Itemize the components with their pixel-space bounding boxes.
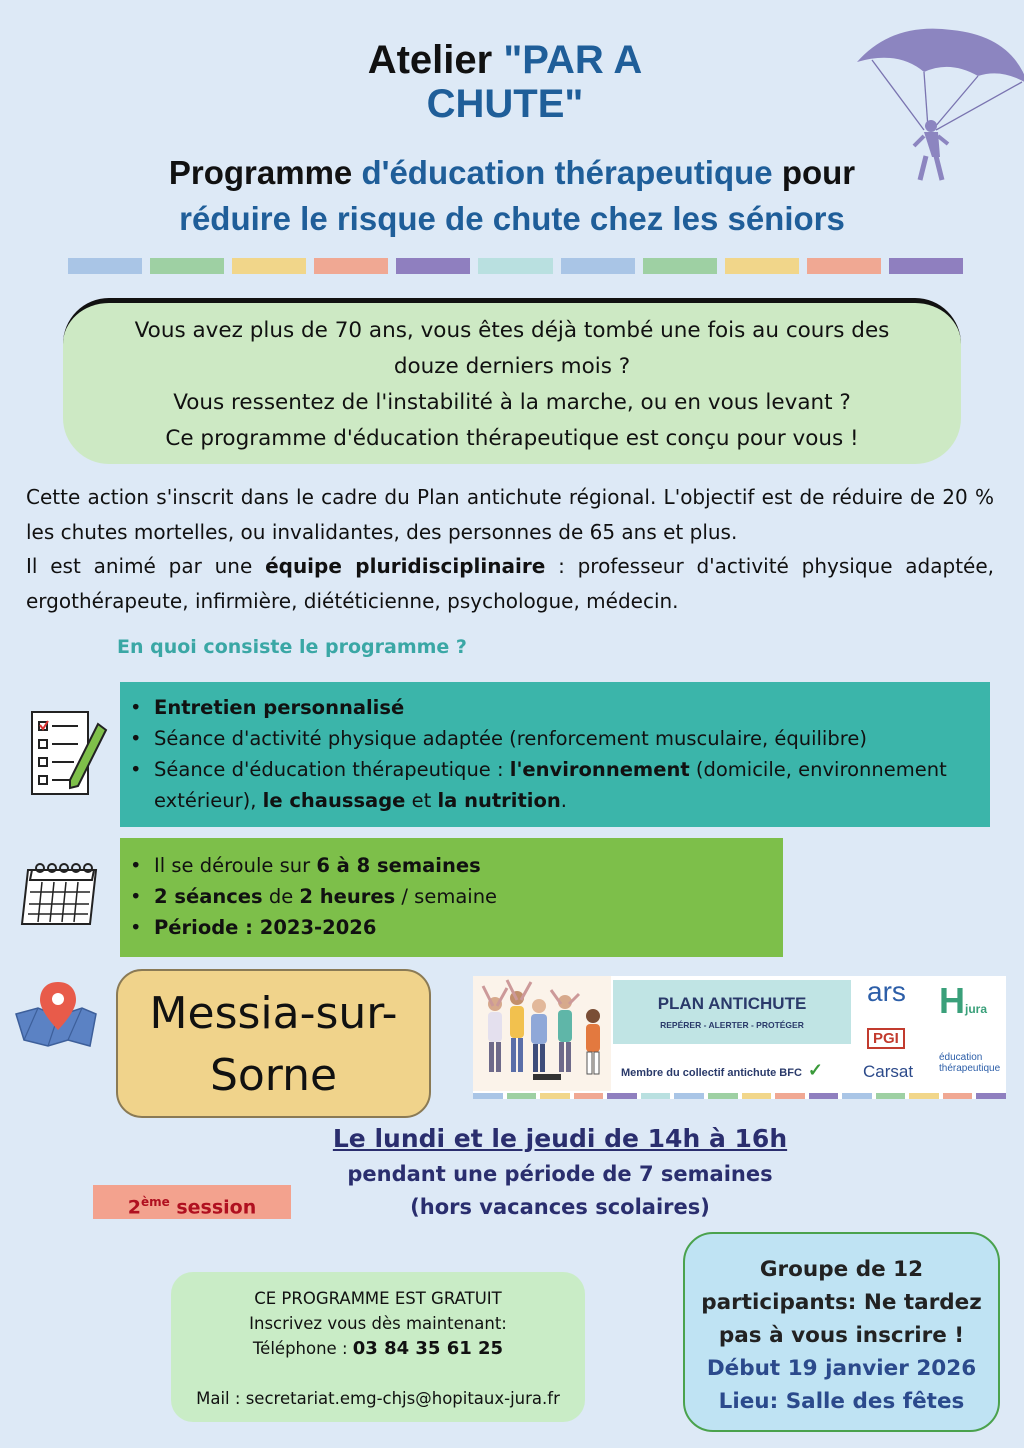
mail-address[interactable]: secretariat.emg-chjs@hopitaux-jura.fr	[245, 1389, 560, 1408]
group-line-1: Groupe de 12	[759, 1257, 924, 1282]
duration-item-3	[154, 912, 769, 943]
color-stripe	[889, 258, 963, 274]
logo-color-stripe	[607, 1093, 637, 1099]
logo-color-stripe	[909, 1093, 939, 1099]
contact-mail-line	[171, 1386, 585, 1411]
group-line-2: participants: Ne tardez	[701, 1290, 982, 1315]
main-title	[0, 38, 1010, 126]
group-line-3: pas à vous inscrire !	[718, 1323, 965, 1348]
description-text-2	[26, 549, 994, 618]
schedule-line-3: (hors vacances scolaires)	[410, 1195, 710, 1219]
duration-item-3-text: Période : 2023-2026	[154, 916, 377, 939]
description-paragraph	[26, 480, 994, 618]
subtitle-part1: Programme	[168, 154, 362, 191]
logo-color-stripe	[742, 1093, 772, 1099]
carsat-logo: Carsat	[863, 1062, 914, 1081]
pgi-logo: PGI	[867, 1028, 905, 1049]
membre-collectif-label: Membre du collectif antichute BFC	[621, 1067, 802, 1079]
color-stripe	[396, 258, 470, 274]
group-venue: Lieu: Salle des fêtes	[718, 1389, 965, 1414]
logo-color-stripe	[943, 1093, 973, 1099]
intro-line-4: Ce programme d'éducation thérapeutique est conçu pour vous !	[165, 426, 859, 451]
program-item-1-text: Entretien personnalisé	[154, 696, 405, 719]
mail-label: Mail :	[196, 1389, 246, 1408]
logo-color-stripe	[809, 1093, 839, 1099]
logo-color-stripe	[674, 1093, 704, 1099]
program-item-3-g: .	[560, 789, 567, 812]
duration-item-1-a: Il se déroule sur	[154, 854, 317, 877]
program-item-3-a: Séance d'éducation thérapeutique :	[154, 758, 510, 781]
logo-color-stripe	[574, 1093, 604, 1099]
color-stripe	[643, 258, 717, 274]
session-badge	[93, 1185, 291, 1219]
description-text-1: Cette action s'inscrit dans le cadre du Plan antichute régional. L'objectif est de réduire de 20 % les chutes mortelles, ou invalidantes, des personnes de 65 ans et plus.	[26, 485, 994, 544]
program-item-3-f: la nutrition	[437, 789, 561, 812]
logo-color-stripe	[473, 1093, 503, 1099]
group-start-date: Début 19 janvier 2026	[706, 1356, 977, 1381]
program-item-2: • Séance d'activité physique adaptée (renforcement musculaire, équilibre)	[154, 723, 976, 754]
description-text-2-prefix: Il est animé par une	[26, 554, 266, 578]
plan-antichute-title: PLAN ANTICHUTE	[657, 994, 807, 1013]
duration-item-2-c: 2 heures	[299, 885, 396, 908]
color-stripe	[478, 258, 552, 274]
duration-item-1	[154, 850, 769, 881]
program-heading: En quoi consiste le programme ?	[117, 636, 467, 658]
logos-bottom-stripes	[473, 1093, 1006, 1099]
intro-line-3: Vous ressentez de l'instabilité à la marche, ou en vous levant ?	[173, 390, 851, 415]
contact-phone-line	[171, 1336, 585, 1361]
location-town-box	[116, 969, 431, 1118]
intro-line-2: douze derniers mois ?	[393, 354, 631, 379]
contact-box	[171, 1272, 585, 1422]
duration-item-2-d: / semaine	[395, 885, 498, 908]
duration-item-2	[154, 881, 769, 912]
session-sup: ème	[140, 1195, 170, 1209]
title-quoted-line1: "PAR A	[503, 38, 643, 82]
plan-antichute-card	[613, 980, 851, 1044]
hopitaux-jura-logo	[939, 980, 987, 1022]
logo-color-stripe	[540, 1093, 570, 1099]
program-item-3-b: l'environnement	[509, 758, 690, 781]
program-item-1	[154, 692, 976, 723]
subtitle-part2: d'éducation thérapeutique	[361, 154, 773, 191]
group-info-box	[683, 1232, 1000, 1432]
color-stripe	[150, 258, 224, 274]
color-stripe	[68, 258, 142, 274]
partner-logos-band	[473, 976, 1006, 1099]
hjura-h: H	[939, 980, 965, 1021]
program-item-3-c: (domicile, environnement extérieur),	[154, 758, 947, 812]
logo-color-stripe	[876, 1093, 906, 1099]
description-team-bold: équipe pluridisciplinaire	[265, 554, 546, 578]
color-stripe	[807, 258, 881, 274]
color-stripes-divider	[68, 258, 963, 274]
duration-item-2-b: de	[262, 885, 300, 908]
session-number: 2	[127, 1196, 141, 1219]
subtitle-line2: réduire le risque de chute chez les séniors	[179, 200, 845, 237]
program-item-3-e: et	[405, 789, 438, 812]
membre-collectif-text	[621, 1060, 823, 1081]
phone-number[interactable]: 03 84 35 61 25	[352, 1338, 504, 1359]
town-line-1: Messia-sur-	[149, 988, 398, 1039]
intro-line-1: Vous avez plus de 70 ans, vous êtes déjà tombé une fois au cours des	[134, 318, 890, 343]
duration-item-2-a: 2 séances	[154, 885, 263, 908]
checklist-icon	[26, 708, 110, 800]
plan-antichute-tagline: REPÉRER - ALERTER - PROTÉGER	[660, 1020, 804, 1030]
color-stripe	[561, 258, 635, 274]
duration-item-1-b: 6 à 8 semaines	[316, 854, 481, 877]
etp-logo: éducation thérapeutique	[939, 1052, 1001, 1074]
schedule-line-1: Le lundi et le jeudi de 14h à 16h	[332, 1124, 788, 1153]
contact-free-line: CE PROGRAMME EST GRATUIT	[254, 1289, 502, 1308]
logo-color-stripe	[775, 1093, 805, 1099]
logo-color-stripe	[641, 1093, 671, 1099]
logo-color-stripe	[976, 1093, 1006, 1099]
subtitle	[0, 150, 1024, 242]
color-stripe	[232, 258, 306, 274]
description-text-2-suffix: : professeur d'activité physique adaptée, ergothérapeute, infirmière, diététicienne, psychologue, médecin.	[26, 554, 995, 613]
logo-color-stripe	[842, 1093, 872, 1099]
subtitle-part3: pour	[772, 154, 856, 191]
hjura-text: jura	[965, 1002, 988, 1016]
seniors-exercising-illustration	[473, 976, 611, 1091]
town-line-2: Sorne	[209, 1050, 338, 1101]
duration-box	[120, 838, 783, 957]
program-item-3	[154, 754, 976, 816]
program-content-box	[120, 682, 990, 827]
color-stripe	[725, 258, 799, 274]
title-prefix: Atelier	[367, 38, 504, 82]
ars-logo: ars	[867, 976, 906, 1007]
title-quoted-line2: CHUTE"	[426, 82, 584, 126]
phone-label: Téléphone :	[252, 1339, 353, 1358]
schedule-line-2: pendant une période de 7 semaines	[347, 1162, 773, 1186]
check-icon: ✓	[807, 1060, 824, 1080]
contact-register-line: Inscrivez vous dès maintenant:	[249, 1314, 507, 1333]
calendar-icon	[18, 860, 104, 930]
intro-questions-box	[63, 298, 961, 464]
logo-color-stripe	[708, 1093, 738, 1099]
color-stripe	[314, 258, 388, 274]
program-item-3-d: le chaussage	[262, 789, 406, 812]
map-pin-icon	[12, 980, 100, 1050]
session-label: session	[169, 1196, 257, 1219]
logo-color-stripe	[507, 1093, 537, 1099]
